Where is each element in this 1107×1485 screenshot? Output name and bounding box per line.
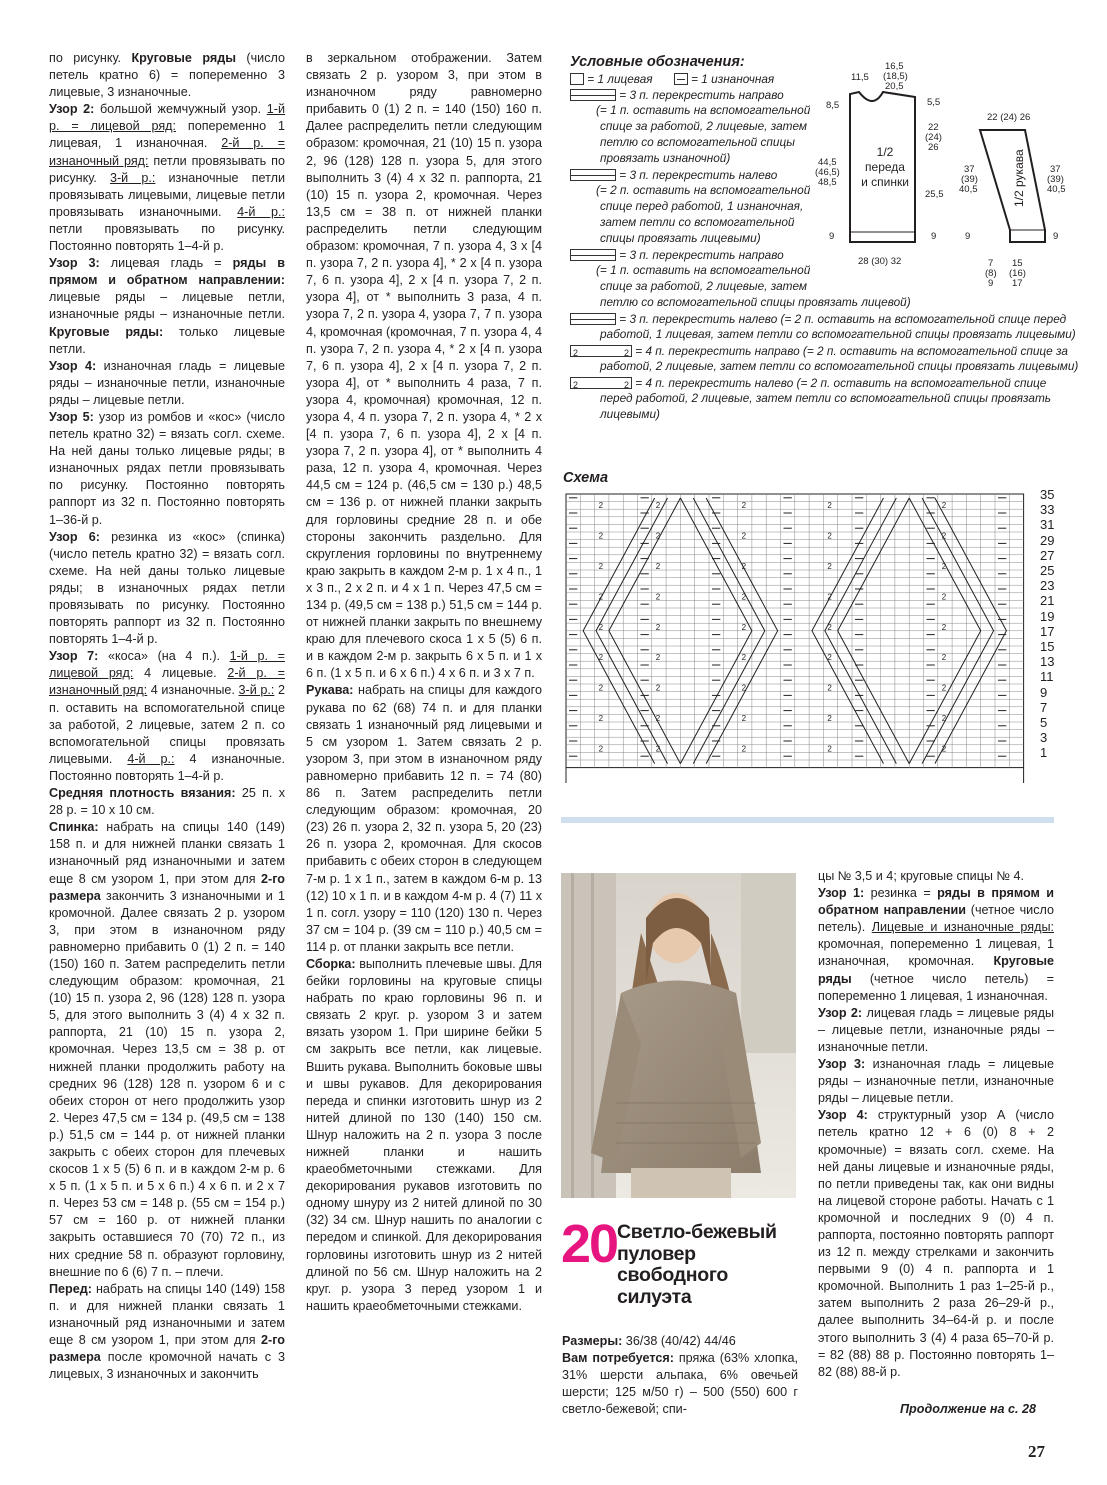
paragraph: Узор 5: узор из ромбов и «кос» (число петель кратно 32) = вязать согл. схеме. На ней даны только лицевые ряды; в изнаночных рядах петли провязывать по рисунку. Постоянно повторять раппорт из 32 п. Постоянно повторять 1–36-й р. bbox=[49, 409, 285, 527]
paragraph: Узор 7: «коса» (на 4 п.). 1-й р. = лицевой ряд: 4 лицевые. 2-й р. = изнаночный ряд: 4 изнаночные. 3-й р.: 2 п. оставить на вспомогательной спице за работой, 2 лицевые, затем 2 п. со вспомогательной спицы провязать лицевыми. 4-й р.: 4 изнаночные. Постоянно повторять 1–4-й р. bbox=[49, 649, 285, 783]
dim-label: 28 (30) 32 bbox=[858, 256, 902, 267]
paragraph: Узор 2: лицевая гладь = лицевые ряды – лицевые петли, изнаночные ряды – изнаночные петли. bbox=[818, 1005, 1054, 1054]
paragraph: цы № 3,5 и 4; круговые спицы № 4. bbox=[818, 869, 1024, 883]
svg-text:2: 2 bbox=[655, 714, 661, 723]
dim-label: 44,5 bbox=[818, 157, 837, 168]
row-label: 7 bbox=[1040, 699, 1048, 715]
paragraph: Узор 4: изнаночная гладь = лицевые ряды – изнаночные петли, изнаночные ряды – лицевые петли. bbox=[49, 358, 285, 407]
legend-text: петлю со вспомогательной спицы провязать лицевой) bbox=[600, 295, 911, 309]
knitting-chart bbox=[560, 488, 1040, 783]
row-label: 23 bbox=[1040, 578, 1055, 594]
body-label: и спинки bbox=[861, 175, 909, 189]
svg-text:2: 2 bbox=[941, 653, 947, 663]
svg-text:2: 2 bbox=[941, 622, 947, 632]
paragraph: Узор 3: изнаночная гладь = лицевые ряды – изнаночные петли, изнаночные ряды – лицевые петли. bbox=[818, 1057, 1054, 1106]
svg-text:2: 2 bbox=[655, 592, 661, 602]
text-column-1 bbox=[49, 50, 285, 1383]
dim-label: 22 (24) 26 bbox=[987, 112, 1031, 123]
svg-text:2: 2 bbox=[741, 501, 747, 511]
svg-text:2: 2 bbox=[598, 744, 604, 754]
legend-text: работой, 2 лицевые, затем петли со вспомогательной спицы провязать лицевыми) bbox=[600, 359, 1079, 373]
dim-label: 15 bbox=[1012, 258, 1023, 269]
pattern-number: 20 bbox=[561, 1214, 618, 1274]
svg-text:2: 2 bbox=[655, 501, 661, 511]
page-number: 27 bbox=[1028, 1442, 1045, 1461]
row-label: 3 bbox=[1040, 730, 1048, 746]
paragraph: Узор 3: лицевая гладь = ряды в прямом и обратном направлении: лицевые ряды – лицевые петли, изнаночные ряды – изнаночные петли. Круговые ряды: только лицевые петли. bbox=[49, 256, 286, 356]
dim-label: 37 bbox=[964, 164, 975, 175]
svg-text:2: 2 bbox=[741, 622, 747, 632]
legend-sym5: = 4 п. перекрестить направо (= 2 п. оставить на вспомогательной спице за bbox=[635, 343, 1068, 358]
dim-label: (46,5) bbox=[815, 167, 840, 178]
dim-label: (18,5) bbox=[883, 71, 908, 82]
row-label: 21 bbox=[1040, 593, 1055, 609]
paragraph: Рукава: набрать на спицы для каждого рукава по 62 (68) 74 п. и для планки связать 1 изнаночный ряд лицевыми и 5 см узором 1. Затем связать 2 р. узором 3, при этом в изнаночном ряду равномерно прибавить 12 п. = 74 (80) 86 п. Затем распределить петли следующим образом: кромочная, 20 (23) 26 п. узора 2, 32 п. узора 5, 20 (23) 26 п. узора 2, кромочная. Для скосов прибавить с обеих сторон в следующем 7-м р. 1 х 1 п., затем в каждом 6-м р. 13 (12) 10 х 1 п. и в каждом 4-м р. 4 (7) 11 х 1 п. согл. узору = 110 (120) 130 п. Через 37 см = 104 р. (39 см = 110 р.) 40,5 см = 114 р. от планки закрыть все петли. bbox=[306, 683, 542, 954]
paragraph: Узор 6: резинка из «кос» (спинка) (число петель кратно 32) = вязать согл. схеме. На ней даны только лицевые ряды; в изнаночных рядах петли провязывать по рисунку. Постоянно повторять раппорт из 32 п. Постоянно повторять 1–4-й р. bbox=[49, 529, 285, 647]
legend-two: 2 bbox=[573, 347, 579, 358]
dim-label: (39) bbox=[1047, 174, 1064, 185]
svg-text:2: 2 bbox=[827, 592, 832, 602]
paragraph: Узор 2: большой жемчужный узор. 1-й р. = лицевой ряд: попеременно 1 лицевая, 1 изнаночная. 2-й р. = изнаночный ряд: петли провязывать по рисунку. 3-й р.: изнаночные петли провязывать лицевыми, лицевые петли провязывать изнаночными. 4-й р.: петли провязывать по рисунку. Постоянно повторять 1–4-й р. bbox=[49, 102, 286, 254]
svg-text:2: 2 bbox=[598, 501, 604, 511]
dim-label: 9 bbox=[931, 231, 937, 242]
garment-schematic bbox=[815, 52, 1065, 292]
svg-text:2: 2 bbox=[827, 531, 832, 541]
legend-text: спице за работой, 2 лицевые, затем bbox=[600, 119, 807, 133]
legend-text: спицы провязать лицевыми) bbox=[600, 231, 761, 245]
legend-text: провязать изнаночной) bbox=[600, 151, 731, 165]
dim-label: 20,5 bbox=[885, 81, 904, 92]
dim-label: (8) bbox=[985, 268, 997, 279]
row-label: 27 bbox=[1040, 547, 1055, 563]
row-label: 35 bbox=[1040, 487, 1055, 502]
paragraph: Спинка: набрать на спицы 140 (149) 158 п. и для нижней планки связать 1 изнаночный ряд изнаночными и затем еще 8 см узором 1, при этом для 2-го размера закончить 3 изнаночными и 1 кромочной. Далее связать 2 р. узором 3, при этом в изнаночном ряду равномерно прибавить 0 (1) 2 п. = 140 (150) 160 п. Затем распределить петли следующим образом: кромочная, 21 (10) 15 п. узора 2, 96 (128) 128 п. узора 5, для этого выполнить 3 (4) 4 х 32 п. раппорта, 21 (10) 15 п. узора 2, кромочная. Через 13,5 см = 38 р. от нижней планки продолжить работу на средних 96 (128) 128 п. узором 6 и с обеих сторон от него продолжить узор 2. Через 47,5 см = 134 р. (49,5 см = 138 р.) 51,5 см = 144 р. от нижней планки закрыть с обеих сторон для плечевых скосов 1 х 5 (5) 6 п. и в каждом 2-м р. 6 х 5 п. (1 х 5 п. и 5 х 6 п.) 4 х 6 п. и 2 х 7 п. Через 53 см = 148 р. (55 см = 154 р.) 57 см = 160 р. от нижней планки закрыть оставшиеся 70 (70) 72 п., из них средние 58 п. образуют горловину, внешние по 6 (6) 7 п. – плечи. bbox=[49, 820, 285, 1279]
sleeve-label: 1/2 рукава bbox=[1012, 149, 1026, 207]
dim-label: (16) bbox=[1009, 268, 1026, 279]
row-label: 19 bbox=[1040, 608, 1055, 624]
svg-text:2: 2 bbox=[598, 714, 604, 723]
svg-text:2: 2 bbox=[655, 683, 661, 693]
svg-text:2: 2 bbox=[941, 592, 947, 602]
legend-text: лицевыми) bbox=[600, 407, 660, 421]
svg-text:2: 2 bbox=[941, 562, 947, 571]
svg-text:2: 2 bbox=[827, 683, 832, 693]
dim-label: 40,5 bbox=[1047, 184, 1065, 195]
row-label: 31 bbox=[1040, 517, 1055, 533]
legend-sym2: = 3 п. перекрестить налево bbox=[619, 167, 778, 182]
dim-label: (24) bbox=[925, 132, 942, 143]
dim-label: 9 bbox=[1053, 231, 1059, 242]
dim-label: 17 bbox=[1012, 278, 1023, 289]
svg-text:2: 2 bbox=[941, 744, 947, 754]
legend-two: 2 bbox=[573, 379, 579, 390]
dim-label: 26 bbox=[928, 142, 939, 153]
svg-text:2: 2 bbox=[827, 744, 832, 754]
legend-sym6: = 4 п. перекрестить налево (= 2 п. оставить на вспомогательной спице bbox=[635, 375, 1047, 390]
legend-text: затем петли со вспомогательной bbox=[600, 215, 795, 229]
title-line: силуэта bbox=[617, 1285, 692, 1308]
svg-text:2: 2 bbox=[655, 744, 661, 754]
row-label: 5 bbox=[1040, 715, 1048, 730]
divider bbox=[561, 817, 1054, 823]
svg-text:2: 2 bbox=[941, 531, 947, 541]
svg-text:2: 2 bbox=[598, 531, 604, 541]
row-label: 1 bbox=[1040, 745, 1048, 761]
svg-text:2: 2 bbox=[741, 562, 747, 571]
paragraph: Размеры: 36/38 (40/42) 44/46 bbox=[562, 1334, 736, 1348]
title-line: пуловер bbox=[617, 1242, 696, 1265]
legend-sym3: = 3 п. перекрестить направо bbox=[619, 247, 784, 262]
svg-text:2: 2 bbox=[827, 562, 832, 571]
paragraph: по рисунку. Круговые ряды (число петель кратно 6) = попеременно 3 лицевые, 3 изнаночные. bbox=[49, 51, 285, 100]
row-label: 15 bbox=[1040, 639, 1055, 654]
legend-text: работой, 1 лицевая, затем петли со вспомогательной спицы провязать лицевыми) bbox=[600, 327, 1076, 341]
row-label: 13 bbox=[1040, 654, 1055, 670]
svg-text:2: 2 bbox=[741, 592, 747, 602]
svg-text:2: 2 bbox=[655, 653, 661, 663]
chart-title: Схема bbox=[563, 470, 609, 486]
svg-text:2: 2 bbox=[598, 653, 604, 663]
legend-purl: = 1 изнаночная bbox=[691, 71, 775, 86]
svg-text:2: 2 bbox=[655, 622, 661, 632]
continued-note: Продолжение на с. 28 bbox=[900, 1402, 1036, 1416]
body-label: переда bbox=[865, 160, 905, 174]
dim-label: 37 bbox=[1050, 164, 1061, 175]
svg-text:2: 2 bbox=[941, 714, 947, 723]
paragraph: Средняя плотность вязания: 25 п. х 28 р. = 10 х 10 см. bbox=[49, 786, 285, 818]
title-line: свободного bbox=[617, 1264, 729, 1286]
legend-sym1: = 3 п. перекрестить направо bbox=[619, 87, 784, 102]
dim-label: 5,5 bbox=[927, 97, 941, 108]
body-label: 1/2 bbox=[876, 145, 894, 159]
legend-two: 2 bbox=[623, 347, 629, 358]
pattern-title bbox=[617, 1222, 797, 1308]
dim-label: 9 bbox=[829, 231, 835, 242]
dim-label: 22 bbox=[928, 122, 939, 133]
svg-text:2: 2 bbox=[827, 622, 832, 632]
svg-text:2: 2 bbox=[741, 744, 747, 754]
svg-text:2: 2 bbox=[598, 562, 604, 571]
dim-label: 9 bbox=[988, 278, 994, 289]
legend-text: спице перед работой, 1 изнаночная, bbox=[600, 199, 804, 213]
paragraph: Узор 1: резинка = ряды в прямом и обратном направлении (четное число петель). Лицевые и изнаночные ряды: кромочная, попеременно 1 лицевая, 1 изнаночная, кромочная. Круговые ряды (четное число петель) = попеременно 1 лицевая, 1 изнаночная. bbox=[818, 886, 1054, 1003]
dim-label: 25,5 bbox=[925, 189, 944, 200]
dim-label: 7 bbox=[988, 258, 994, 269]
text-column-4 bbox=[818, 868, 1054, 1381]
svg-text:2: 2 bbox=[598, 622, 604, 632]
paragraph: в зеркальном отображении. Затем связать 2 р. узором 3, при этом в изнаночном ряду равномерно прибавить 0 (1) 2 п. = 140 (150) 160 п. Далее распределить петли следующим образом: кромочная, 21 (10) 15 п. узора 2, 96 (128) 128 п. узора 5, для этого выполнить 3 (4) 4 х 32 п. раппорта, 21 (10) 15 п. узора 2, кромочная. Через 13,5 см = 38 п. от нижней планки распределить петли следующим образом: кромочная, 7 п. узора 4, 3 х [4 п. узора 7, 2 п. узора 4], * 2 х [4 п. узора 7, 6 п. узора 4], 2 х [4 п. узора 7, 2 п. узора 4], от * выполнить 3 раза, 4 п. узора 7, 2 п. узора 4, узора 7, 7 п. узора 4, кромочная (кромочная, 7 п. узора 4, 4 п. узора 7, 2 п. узора 4, * 2 х [4 п. узора 7, 6 п. узора 4], 2 х [4 п. узора 7, 2 п. узора 4], от * выполнить 4 раза, 7 п. узора 4, кромочная) кромочная, 12 п. узора 4, 4 п. узора 7, 2 п. узора 4, * 2 х [4 п. узора 7, 6 п. узора 4], 2 х [4 п. узора 7, 2 п. узора 4], от * выполнить 4 раза, 12 п. узора 4, кромочная. Через 44,5 см = 124 р. (46,5 см = 130 р.) 48,5 см = 136 р. от нижней планки закрыть для горловины средние 28 п. и обе стороны закончить раздельно. Для скругления горловины по внутреннему краю закрыть в каждом 2-м р. 1 х 4 п., 1 х 3 п., 2 х 2 п. и 4 х 1 п. Через 47,5 см = 134 р. (49,5 см = 138 р.) 51,5 см = 144 р. от нижней планки закрыть по внешнему краю для плечевого скоса 1 х 5 (5) 6 п. и в каждом 2-м р. закрыть 6 х 5 п. и 1 х 6 п. (1 х 5 п. и 6 х 6 п.) 4 х 6 п. и 3 х 7 п. bbox=[306, 51, 542, 681]
dim-label: 48,5 bbox=[818, 177, 837, 188]
row-label: 11 bbox=[1040, 669, 1054, 685]
text-column-3 bbox=[562, 1333, 798, 1418]
svg-text:2: 2 bbox=[827, 714, 832, 723]
dim-label: 40,5 bbox=[959, 184, 978, 195]
legend-heading: Условные обозначения: bbox=[570, 54, 745, 70]
title-line: Светло-бежевый bbox=[617, 1221, 777, 1243]
svg-text:2: 2 bbox=[741, 531, 747, 541]
svg-text:2: 2 bbox=[598, 592, 604, 602]
paragraph: Сборка: выполнить плечевые швы. Для бейки горловины на круговые спицы набрать по краю горловины 96 п. и связать 2 круг. р. узором 3 и затем вязать узором 1. При ширине бейки 5 см закрыть все петли, как лицевые. Вшить рукава. Выполнить боковые швы и швы рукавов. Для декорирования переда и спинки изготовить шнур из 2 нитей длиной по 130 (140) 150 см. Шнур наложить на 2 п. узора 3 после нижней планки и нашить краеобметочными стежками. Для декорирования рукавов изготовить по одному шнуру из 2 нитей длиной по 30 (32) 34 см. Шнур нашить по аналогии с передом и спинкой. Для декорирования горловины изготовить шнур из 2 нитей длиной по 56 см. Шнур наложить на 2 круг. р. узора 3 перед узором 1 и нашить краеобметочными стежками. bbox=[306, 956, 542, 1313]
row-label: 25 bbox=[1040, 563, 1055, 578]
dim-label: 11,5 bbox=[851, 72, 869, 83]
legend-knit: = 1 лицевая bbox=[587, 71, 653, 86]
svg-text:2: 2 bbox=[941, 501, 947, 511]
svg-text:2: 2 bbox=[741, 683, 747, 693]
legend-text: перед работой, 2 лицевые, затем петли со вспомогательной спицы провязать bbox=[600, 391, 1051, 405]
paragraph: Узор 4: структурный узор А (число петель кратно 12 + 6 (0) 8 + 2 кромочные) = вязать согл. схеме. На ней даны лицевые и изнаночные ряды, по петли приведены так, как они видны на лицевой стороне работы. Начать с 1 кромочной и последних 9 (0) 4 п. раппорта, постоянно повторять раппорт из 12 п. между стрелками и закончить первыми 9 (0) 4 п. раппорта и 1 кромочной. Выполнить 1 раз 1–25-й р., затем выполнить 2 раза 26–29-й р., далее выполнить 34–64-й р. и после этого выполнить 3 (4) 4 раза 65–70-й р. = 82 (88) 88 р. Постоянно повторять 1–82 (88) 88-й р. bbox=[818, 1108, 1054, 1379]
row-label: 33 bbox=[1040, 502, 1055, 518]
svg-text:2: 2 bbox=[655, 531, 661, 541]
model-photo bbox=[561, 873, 796, 1198]
legend-two: 2 bbox=[623, 379, 629, 390]
text-column-2 bbox=[306, 50, 542, 1315]
dim-label: (39) bbox=[961, 174, 978, 185]
legend-text: (= 1 п. оставить на вспомогательной bbox=[596, 263, 811, 277]
legend-text: петлю со вспомогательной спицы bbox=[600, 135, 795, 149]
row-label: 9 bbox=[1040, 684, 1048, 700]
legend-sym4: = 3 п. перекрестить налево (= 2 п. оставить на вспомогательной спице перед bbox=[619, 311, 1067, 326]
svg-text:2: 2 bbox=[827, 501, 832, 511]
legend-text: (= 1 п. оставить на вспомогательной bbox=[596, 103, 811, 117]
paragraph: Вам потребуется: пряжа (63% хлопка, 31% шерсти альпака, 6% овечьей шерсти; 125 м/50 г) – 500 (550) 600 г светло-бежевой; спи- bbox=[562, 1351, 799, 1417]
legend-text: спице за работой, 2 лицевые, затем bbox=[600, 279, 807, 293]
svg-text:2: 2 bbox=[741, 653, 747, 663]
row-label: 17 bbox=[1040, 623, 1055, 639]
dim-label: 8,5 bbox=[826, 100, 840, 111]
svg-text:2: 2 bbox=[827, 653, 832, 663]
dim-label: 16,5 bbox=[885, 61, 904, 72]
svg-text:2: 2 bbox=[741, 714, 747, 723]
svg-text:2: 2 bbox=[941, 683, 947, 693]
dim-label: 9 bbox=[965, 231, 971, 242]
paragraph: Перед: набрать на спицы 140 (149) 158 п. и для нижней планки связать 1 изнаночный ряд изнаночными и затем еще 8 см узором 1, при этом для 2-го размера после кромочной начать с 3 лицевых, 3 изнаночных и закончить bbox=[49, 1281, 285, 1382]
row-label: 29 bbox=[1040, 532, 1055, 548]
svg-text:2: 2 bbox=[655, 562, 661, 571]
legend-text: (= 2 п. оставить на вспомогательной bbox=[596, 183, 811, 197]
svg-text:2: 2 bbox=[598, 683, 604, 693]
